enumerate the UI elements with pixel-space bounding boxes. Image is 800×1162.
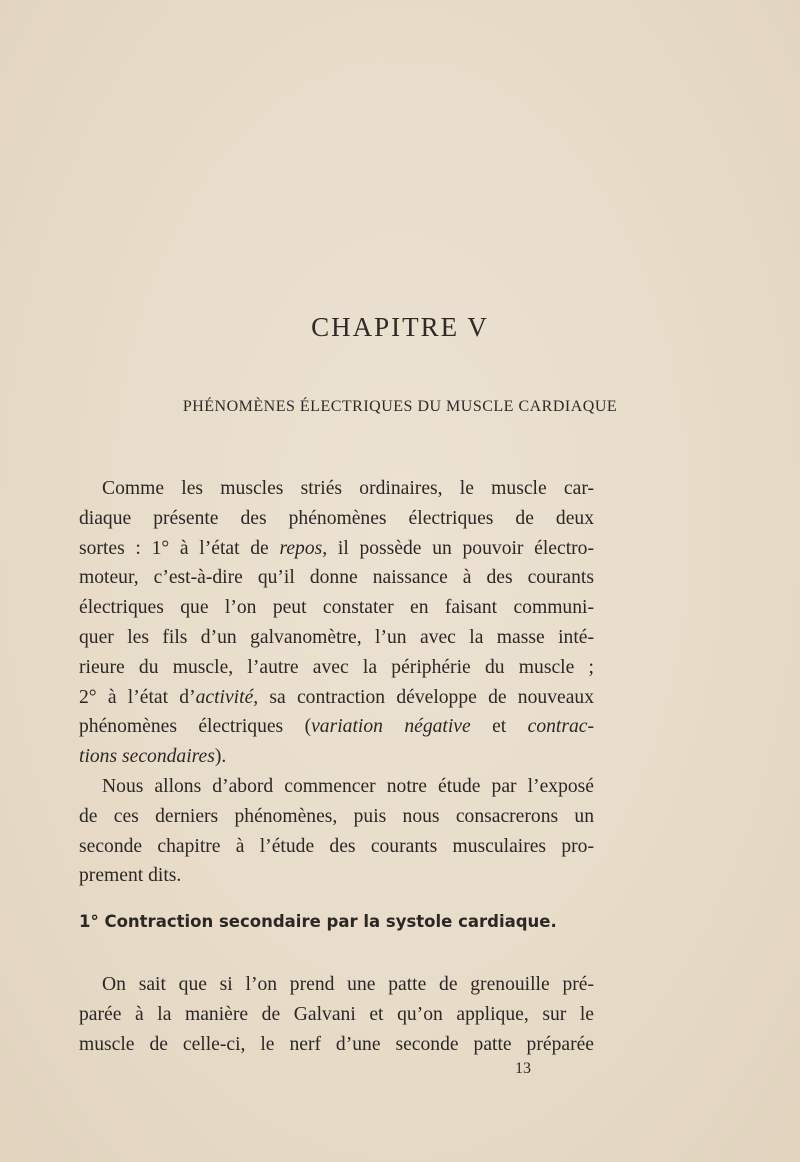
text-segment: ). bbox=[214, 746, 227, 768]
text-line bbox=[79, 534, 594, 564]
text-line: On sait que si l’on prend une patte de grenouille pré- bbox=[102, 974, 594, 995]
text-line: moteur, c’est-à-dire qu’il donne naissance à des courants bbox=[79, 567, 594, 589]
italic-term: variation négative bbox=[311, 716, 471, 738]
page-number: 13 bbox=[515, 1060, 531, 1077]
paragraph-1 bbox=[79, 474, 594, 772]
italic-term: activité, bbox=[195, 686, 259, 708]
text-segment: sortes : 1° à l’état de bbox=[79, 537, 280, 559]
text-segment: et bbox=[470, 716, 528, 738]
paragraph-3 bbox=[79, 970, 594, 1059]
italic-term: repos, bbox=[279, 537, 328, 559]
text-segment: phénomènes électriques ( bbox=[79, 716, 312, 738]
text-line: de ces derniers phénomènes, puis nous consacrerons un bbox=[79, 805, 594, 827]
text-segment: 2° à l’état d’ bbox=[79, 686, 196, 708]
text-line: parée à la manière de Galvani et qu’on applique, sur le bbox=[79, 1003, 594, 1025]
text-line bbox=[79, 712, 594, 742]
italic-term: contrac- bbox=[527, 716, 595, 738]
paragraph-2 bbox=[79, 772, 594, 891]
chapter-subtitle: PHÉNOMÈNES ÉLECTRIQUES DU MUSCLE CARDIAQUE bbox=[182, 398, 618, 415]
text-line: seconde chapitre à l’étude des courants musculaires pro- bbox=[79, 835, 594, 857]
text-line: rieure du muscle, l’autre avec la périphérie du muscle ; bbox=[79, 656, 594, 678]
text-segment: sa contraction développe de nouveaux bbox=[258, 686, 594, 708]
text-segment: il possède un pouvoir électro- bbox=[327, 537, 594, 559]
text-line: Nous allons d’abord commencer notre étude par l’exposé bbox=[102, 776, 594, 797]
text-line: quer les fils d’un galvanomètre, l’un avec la masse inté- bbox=[79, 626, 594, 648]
text-line: Comme les muscles striés ordinaires, le muscle car- bbox=[102, 478, 594, 499]
italic-term: tions secondaires bbox=[79, 746, 215, 768]
text-line: diaque présente des phénomènes électriques de deux bbox=[79, 507, 594, 529]
text-line bbox=[79, 683, 594, 713]
text-line: prement dits. bbox=[79, 865, 182, 887]
section-heading: 1° Contraction secondaire par la systole cardiaque. bbox=[79, 912, 557, 931]
chapter-title: CHAPITRE V bbox=[311, 312, 489, 342]
text-line bbox=[79, 742, 594, 772]
text-line: muscle de celle-ci, le nerf d’une seconde patte préparée bbox=[79, 1033, 594, 1055]
text-line: électriques que l’on peut constater en faisant communi- bbox=[79, 597, 594, 619]
